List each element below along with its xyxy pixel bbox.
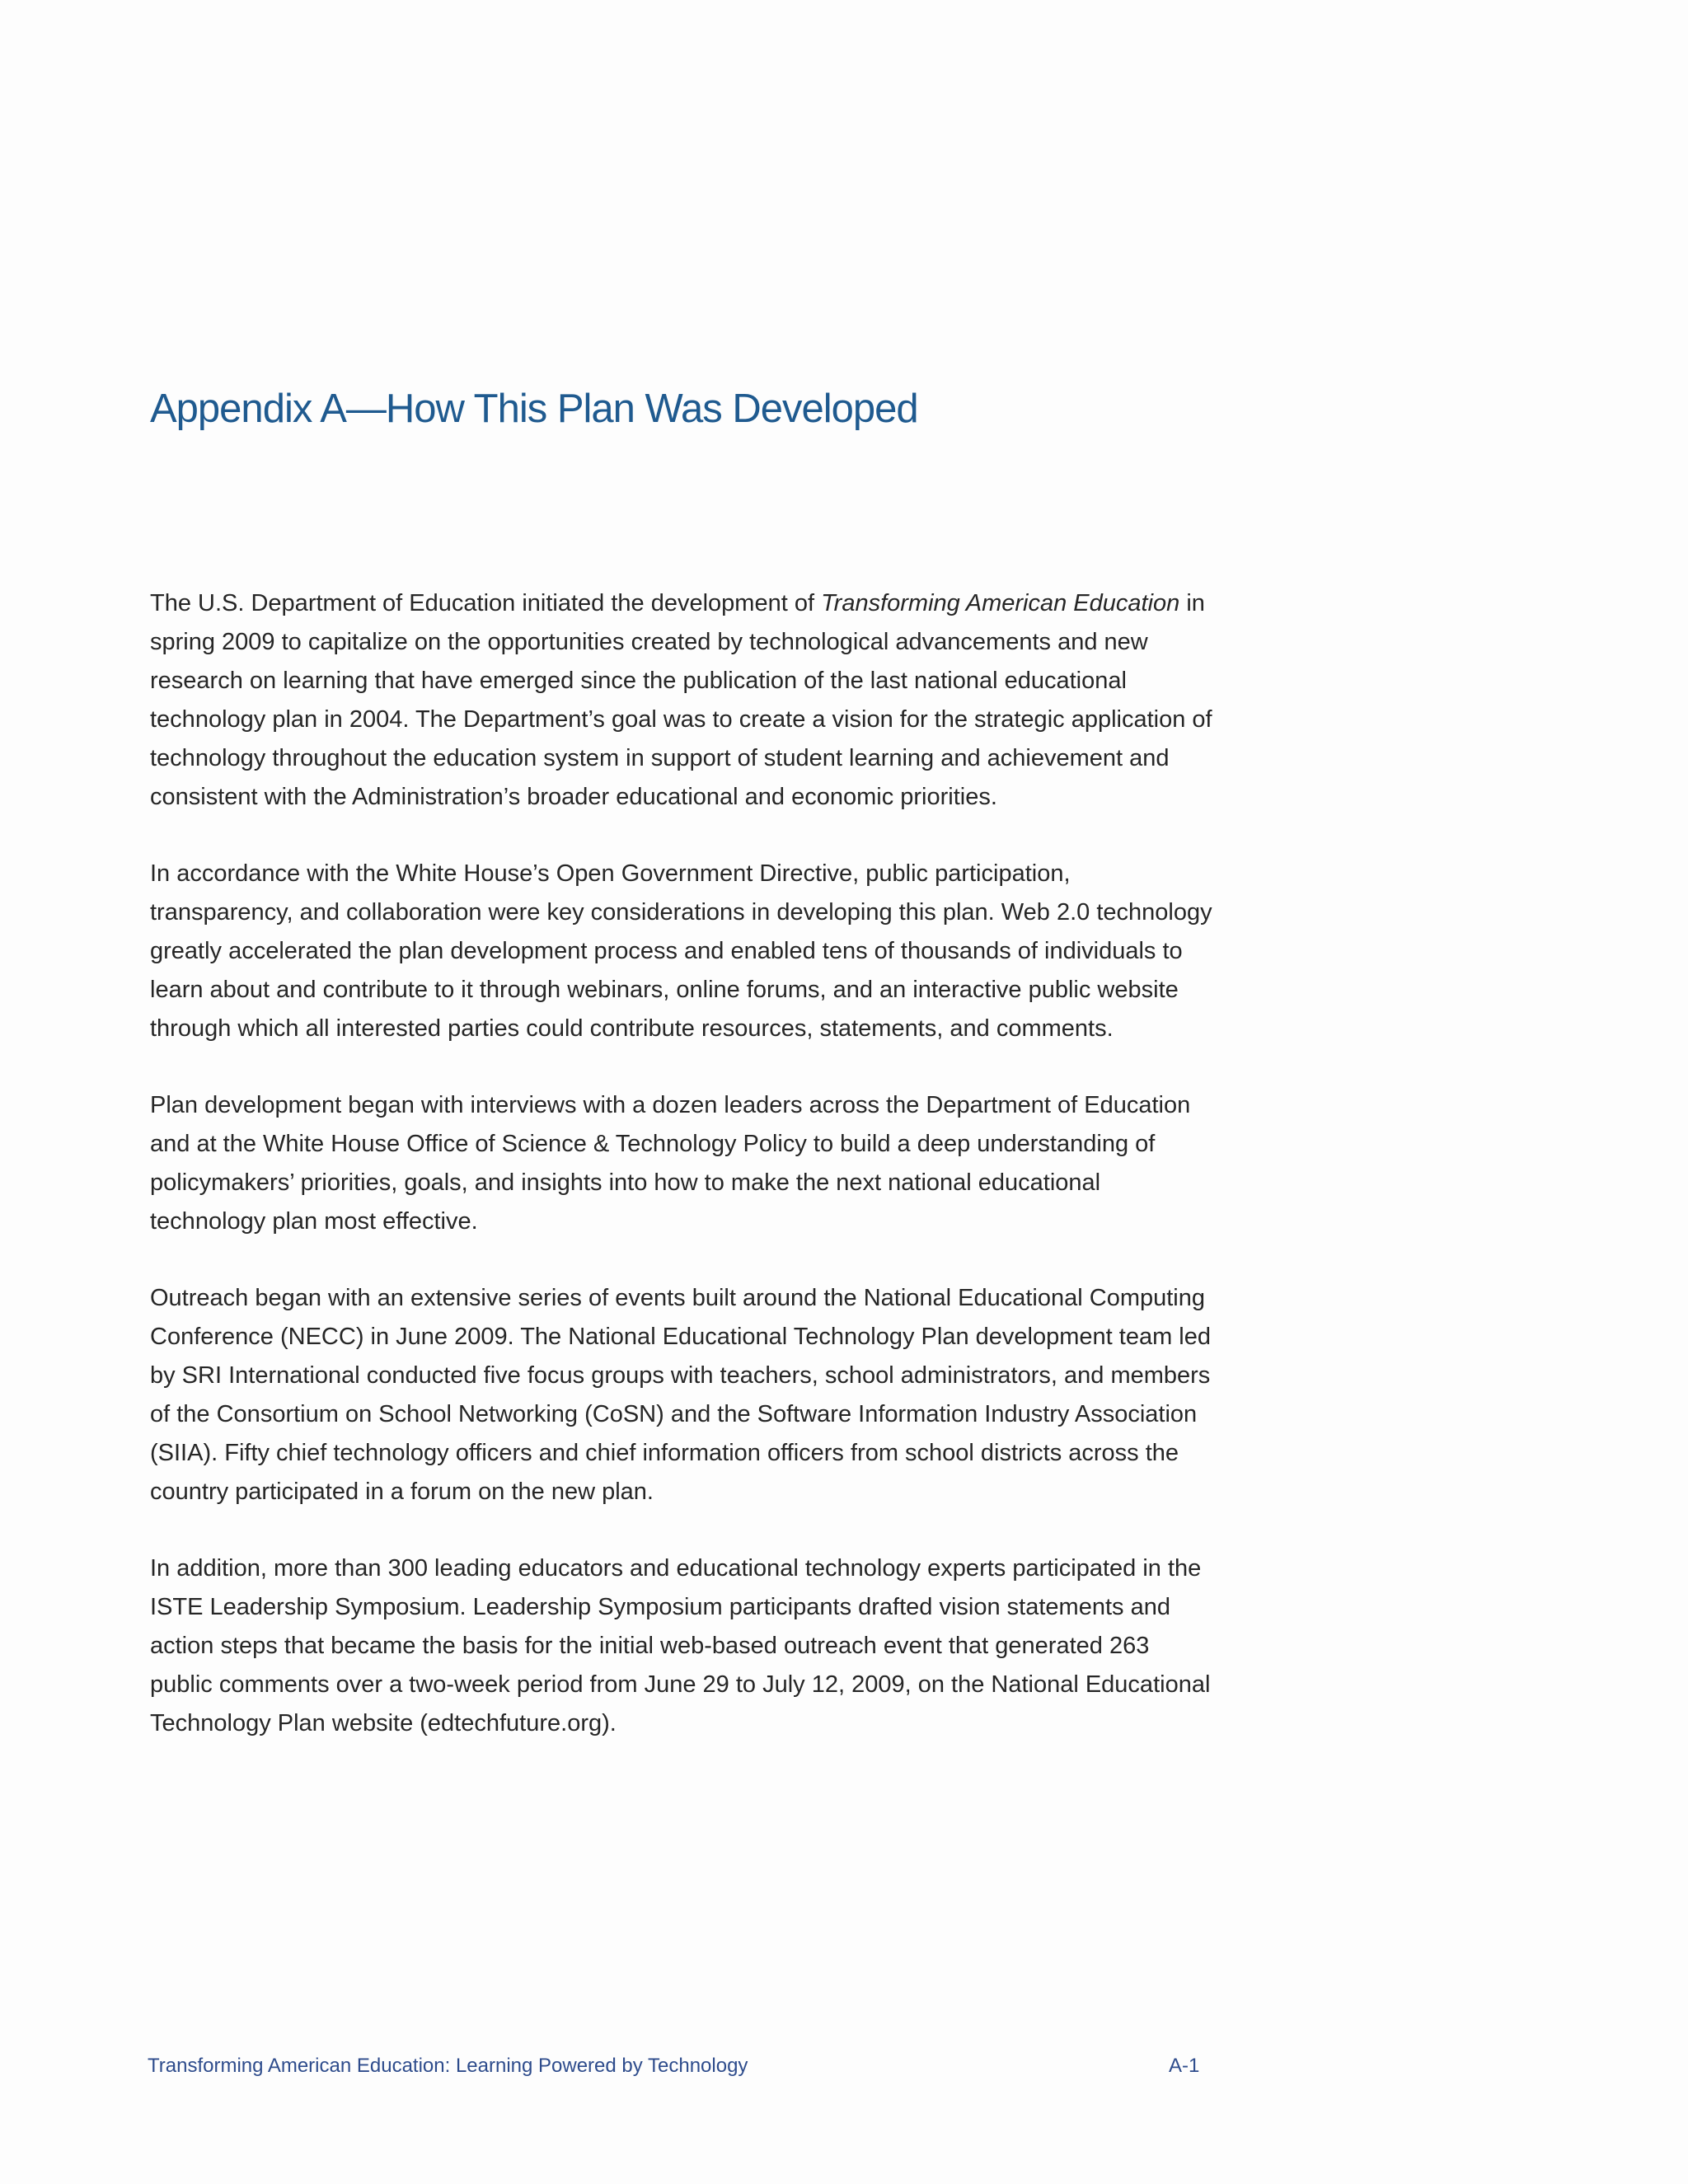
- page-title: Appendix A—How This Plan Was Developed: [150, 387, 918, 431]
- body-text: [150, 584, 1213, 1781]
- paragraph-2: In accordance with the White House’s Open Government Directive, public participation, transparency, and collaboration were key considerations in developing this plan. Web 2.0 technology greatly accelerated the plan development process and enabled tens of thousands of individuals to learn about and contribute to it through webinars, online forums, and an interactive public website through which all interested parties could contribute resources, statements, and comments.: [150, 860, 1212, 1042]
- paragraph-4: Outreach began with an extensive series of events built around the National Educational Computing Conference (NECC) in June 2009. The National Educational Technology Plan development team led by SRI International conducted five focus groups with teachers, school administrators, and members of the Consortium on School Networking (CoSN) and the Software Information Industry Association (SIIA). Fifty chief technology officers and chief information officers from school districts across the country participated in a forum on the new plan.: [150, 1285, 1211, 1505]
- paragraph-5: In addition, more than 300 leading educators and educational technology experts participated in the ISTE Leadership Symposium. Leadership Symposium participants drafted vision statements and action steps that became the basis for the initial web-based outreach event that generated 263 public comments over a two-week period from June 29 to July 12, 2009, on the National Educational Technology Plan website (edtechfuture.org).: [150, 1555, 1211, 1736]
- paragraph-3: Plan development began with interviews with a dozen leaders across the Department of Education and at the White House Office of Science & Technology Policy to build a deep understanding of policymakers’ priorities, goals, and insights into how to make the next national educational technology plan most effective.: [150, 1092, 1191, 1235]
- publication-title-italic: Transforming American Education: [821, 590, 1180, 616]
- paragraph-1-intro: The U.S. Department of Education initiated the development of: [150, 590, 822, 616]
- paragraph-1: [150, 584, 1213, 817]
- footer-publication-title: Transforming American Education: Learning Powered by Technology: [148, 2055, 748, 2077]
- footer-page-number: A-1: [1169, 2055, 1200, 2077]
- paragraph-1-rest: in spring 2009 to capitalize on the opportunities created by technological advancements and new research on learning that have emerged since the publication of the last national educational technology plan in 2004. The Department’s goal was to create a vision for the strategic application of technology throughout the education system in support of student learning and achievement and consistent with the Administration’s broader educational and economic priorities.: [150, 590, 1212, 810]
